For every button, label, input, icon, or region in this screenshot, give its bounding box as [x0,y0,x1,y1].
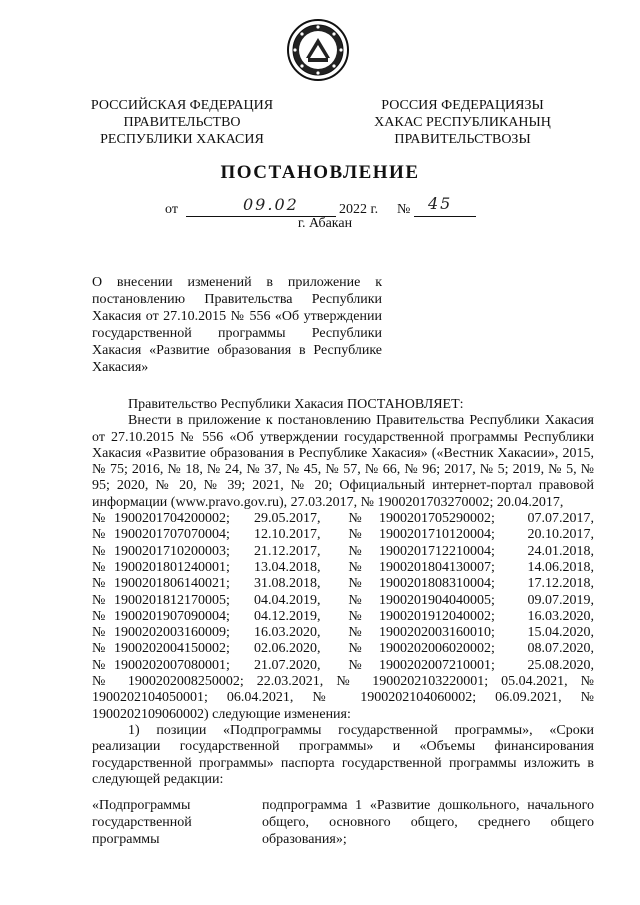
registry-cell: № [348,608,362,624]
date-year: 2022 г. [339,202,379,217]
registry-row [92,560,594,576]
registry-cell: 08.07.2020, [527,641,594,657]
registry-cell: 1900201812170005; [114,592,230,608]
registry-row [92,593,594,609]
registry-cell: № [348,543,362,559]
passport-left-line: программы [92,832,160,847]
registry-cell: 1900201804130007; [379,559,495,575]
body-intro: Правительство Республики Хакасия ПОСТАНОВЛЯЕТ: [128,397,464,412]
passport-left-line: государственной [92,815,192,830]
registry-cell: 1900202006020002; [379,641,495,657]
registry-cell: 1900201808310004; [379,576,495,592]
passport-right-cell: подпрограмма 1 «Развитие дошкольного, начального общего, основного общего, среднего общего образования»; [262,798,594,847]
registry-cell: 14.06.2018, [527,559,594,575]
registry-cell: 13.04.2018, [254,559,321,575]
header-left [82,97,282,148]
registry-cell: № [92,527,106,543]
registry-cell: 17.12.2018, [527,576,594,592]
coat-of-arms-emblem [286,18,350,82]
handwritten-date: 09.02 [243,195,299,214]
city-name: г. Абакан [297,216,353,231]
date-from-label: от [165,202,178,217]
registry-cell: 15.04.2020, [527,625,594,641]
body-item-1: 1) позиции «Подпрограммы государственной программы», «Сроки реализации государственной программы» и «Объемы финансирования государственной программы» паспорта государственной программы изложить в следующей редакции: [92,722,594,787]
registry-cell: 1900201710120004; [379,527,495,543]
registry-cell: № [92,559,106,575]
registry-cell: 12.10.2017, [254,527,321,543]
registry-row [92,641,594,657]
passport-left-cell [92,797,242,848]
registry-row [92,609,594,625]
registry-cell: 1900202007080001; [114,657,230,673]
document-title: ПОСТАНОВЛЕНИЕ [220,162,420,183]
registry-cell: 1900201707070004; [114,527,230,543]
registry-cell: 1900201704200002; [114,511,230,527]
registry-cell: 24.01.2018, [527,543,594,559]
registry-cell: № [348,559,362,575]
handwritten-number: 45 [428,194,453,213]
header-right [360,97,565,148]
header-right-line: ПРАВИТЕЛЬСТВОЗЫ [394,132,531,147]
document-subject: О внесении изменений в приложение к постановлению Правительства Республики Хакасия от 27.10.2015 № 556 «Об утверждении государственной программы Республики Хакасия «Развитие образования в Республике Хакасия» [92,275,382,375]
body-paragraph-tail: № 1900202008250002; 22.03.2021, № 1900202103220001; 05.04.2021, № 1900202104050001; 06.04.2021, № 1900202104060002; 06.09.2021, № 1900202109060002) следующие изменения: [92,674,594,722]
registry-cell: 16.03.2020, [527,608,594,624]
header-right-line: РОССИЯ ФЕДЕРАЦИЯЗЫ [381,98,544,113]
registry-row [92,625,594,641]
header-left-line: РЕСПУБЛИКИ ХАКАСИЯ [100,132,264,147]
registry-cell: № [348,511,362,527]
registry-cell: № [92,592,106,608]
registry-cell: 25.08.2020, [527,657,594,673]
registry-cell: № [348,592,362,608]
registry-cell: № [348,641,362,657]
registry-cell: 1900202003160009; [114,625,230,641]
registry-cell: № [92,511,106,527]
registry-row [92,544,594,560]
header-left-line: ПРАВИТЕЛЬСТВО [123,115,241,130]
registry-cell: 04.12.2019, [254,608,321,624]
registry-cell: № [92,576,106,592]
registry-row [92,511,594,527]
registry-cell: 1900201806140021; [114,576,230,592]
registry-cell: 1900201907090004; [114,608,230,624]
registry-cell: 31.08.2018, [254,576,321,592]
number-label: № [397,202,411,217]
registry-cell: № [348,576,362,592]
registry-cell: № [348,657,362,673]
registry-cell: 1900201712210004; [379,543,495,559]
registry-cell: 09.07.2019, [527,592,594,608]
registry-row [92,576,594,592]
registry-cell: № [92,543,106,559]
registry-table [92,511,594,674]
registry-cell: 04.04.2019, [254,592,321,608]
registry-cell: 21.07.2020, [254,657,321,673]
registry-cell: № [92,657,106,673]
registry-cell: № [348,625,362,641]
registry-cell: № [348,527,362,543]
registry-cell: № [92,625,106,641]
registry-cell: 1900201904040005; [379,592,495,608]
header-left-line: РОССИЙСКАЯ ФЕДЕРАЦИЯ [90,98,274,113]
registry-cell: 1900202003160010; [379,625,495,641]
document-body [92,397,594,788]
registry-cell: 1900201710200003; [114,543,230,559]
body-paragraph: Внести в приложение к постановлению Правительства Республики Хакасия от 27.10.2015 № 556 «Об утверждении государственной программы Республики Хакасия «Развитие образования в Республике Хакасия» («Вестник Хакасии», 2015, № 75; 2016, № 18, № 24, № 37, № 45, № 57, № 66, № 96; 2017, № 5; 2019, № 5, № 95; 2020, № 20, № 39; 2021, № 20; Официальный интернет-портал правовой информации (www.pravo.gov.ru), 27.03.2017, № 1900201703270002; 20.04.2017, [92,413,594,510]
registry-row [92,658,594,674]
registry-cell: № [92,608,106,624]
registry-cell: 29.05.2017, [254,511,321,527]
registry-cell: 1900201912040002; [379,608,495,624]
passport-left-line: «Подпрограммы [92,798,191,813]
registry-cell: 1900202007210001; [379,657,495,673]
registry-cell: 02.06.2020, [254,641,321,657]
registry-cell: 1900202004150002; [114,641,230,657]
registry-cell: 20.10.2017, [527,527,594,543]
registry-cell: 21.12.2017, [254,543,321,559]
registry-cell: 1900201801240001; [114,559,230,575]
registry-cell: № [92,641,106,657]
registry-cell: 07.07.2017, [527,511,594,527]
registry-cell: 16.03.2020, [254,625,321,641]
registry-cell: 1900201705290002; [379,511,495,527]
registry-row [92,527,594,543]
header-right-line: ХАКАС РЕСПУБЛИКАНЫҢ [374,115,551,130]
